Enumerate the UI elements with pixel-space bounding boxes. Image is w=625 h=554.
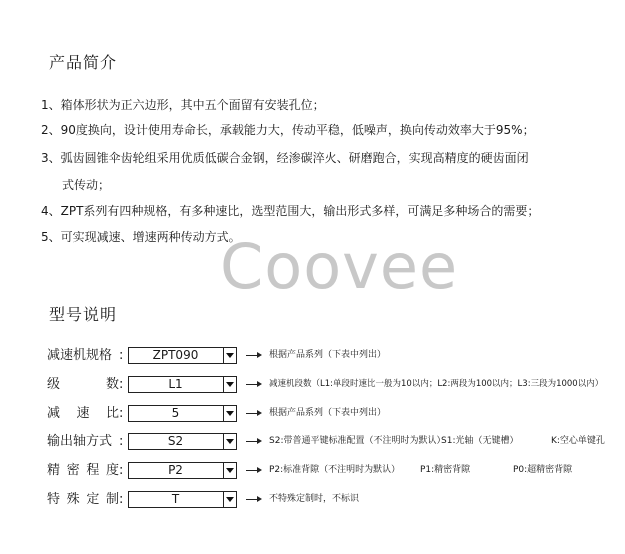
arrow-right-icon bbox=[246, 441, 259, 442]
model-row-precision bbox=[47, 462, 617, 479]
select-value: P2 bbox=[168, 463, 183, 477]
chevron-down-icon[interactable] bbox=[223, 406, 236, 421]
chevron-down-icon[interactable] bbox=[223, 463, 236, 478]
intro-line-2: 2、90度换向，设计使用寿命长，承载能力大，传动平稳，低噪声，换向传动效率大于95%； bbox=[41, 123, 535, 137]
row-label-char: 制 bbox=[105, 492, 119, 507]
intro-line-4: 4、ZPT系列有四种规格，有多种速比，选型范围大，输出形式多样，可满足多种场合的需要； bbox=[41, 204, 540, 218]
model-heading: 型号说明 bbox=[49, 305, 118, 324]
row-label: 减速机规格 bbox=[47, 348, 113, 363]
row-description: K:空心单键孔 bbox=[551, 436, 605, 446]
spec-select[interactable] bbox=[128, 347, 237, 364]
model-row-custom bbox=[47, 491, 617, 508]
arrow-right-icon bbox=[246, 413, 259, 414]
chevron-down-icon[interactable] bbox=[223, 492, 236, 507]
intro-line-3-cont: 式传动； bbox=[62, 178, 111, 192]
row-description: 根据产品系列（下表中列出） bbox=[269, 350, 387, 360]
select-value: L1 bbox=[168, 377, 183, 391]
row-label: 输出轴方式 bbox=[47, 434, 113, 449]
stage-select[interactable] bbox=[128, 376, 237, 393]
row-label-char: 度 bbox=[105, 463, 119, 478]
row-description: 根据产品系列（下表中列出） bbox=[269, 408, 387, 418]
chevron-down-icon[interactable] bbox=[223, 348, 236, 363]
custom-select[interactable] bbox=[128, 491, 237, 508]
select-value: 5 bbox=[171, 406, 180, 420]
ratio-select[interactable] bbox=[128, 405, 237, 422]
row-label-char: 定 bbox=[86, 492, 100, 507]
arrow-right-icon bbox=[246, 470, 259, 471]
precision-select[interactable] bbox=[128, 462, 237, 479]
row-label-char: 特 bbox=[47, 492, 61, 507]
intro-line-5: 5、可实现减速、增速两种传动方式。 bbox=[41, 230, 241, 244]
row-label bbox=[47, 405, 119, 422]
row-colon: : bbox=[119, 406, 124, 421]
intro-line-1: 1、箱体形状为正六边形，其中五个面留有安装孔位； bbox=[41, 98, 325, 112]
row-colon: : bbox=[119, 348, 124, 363]
row-label bbox=[47, 491, 119, 508]
row-label-char: 数 bbox=[105, 377, 119, 392]
row-description: P2:标准背隙（不注明时为默认） bbox=[269, 465, 401, 475]
row-label-char: 减 bbox=[47, 406, 61, 421]
row-label-char: 级 bbox=[47, 377, 61, 392]
arrow-right-icon bbox=[246, 384, 259, 385]
select-value: S2 bbox=[167, 434, 184, 448]
row-description: S2:带普通平键标准配置（不注明时为默认） bbox=[269, 436, 446, 446]
chevron-down-icon[interactable] bbox=[223, 434, 236, 449]
arrow-right-icon bbox=[246, 499, 259, 500]
row-label bbox=[47, 462, 119, 479]
model-row-spec bbox=[47, 347, 617, 364]
row-colon: : bbox=[119, 434, 124, 449]
row-description: P0:超精密背隙 bbox=[513, 465, 573, 475]
model-row-stage bbox=[47, 376, 617, 393]
row-colon: : bbox=[119, 492, 124, 507]
row-colon: : bbox=[119, 463, 124, 478]
row-label-char: 殊 bbox=[66, 492, 80, 507]
watermark: Coovee bbox=[220, 230, 459, 303]
intro-heading: 产品简介 bbox=[49, 53, 118, 72]
output-shaft-select[interactable] bbox=[128, 433, 237, 450]
row-colon: : bbox=[119, 377, 124, 392]
chevron-down-icon[interactable] bbox=[223, 377, 236, 392]
row-label-char: 密 bbox=[66, 463, 80, 478]
row-label-char: 比 bbox=[105, 406, 119, 421]
row-label-char: 速 bbox=[76, 406, 90, 421]
row-description: 不特殊定制时，不标识 bbox=[269, 494, 360, 504]
model-row-output-shaft bbox=[47, 433, 617, 450]
intro-line-3: 3、弧齿圆锥伞齿轮组采用优质低碳合金钢，经渗碳淬火、研磨跑合，实现高精度的硬齿面闭 bbox=[41, 151, 529, 165]
select-value: ZPT090 bbox=[152, 348, 199, 362]
row-label-char: 程 bbox=[86, 463, 100, 478]
row-description: P1:精密背隙 bbox=[420, 465, 471, 475]
row-label bbox=[47, 376, 119, 393]
model-row-ratio bbox=[47, 405, 617, 422]
row-label-char: 精 bbox=[47, 463, 61, 478]
row-description: S1:光轴（无键槽） bbox=[441, 436, 519, 446]
select-value: T bbox=[171, 492, 180, 506]
arrow-right-icon bbox=[246, 355, 259, 356]
row-description: 减速机段数（L1:单段时速比一般为10以内；L2:两段为100以内；L3:三段为1000以内） bbox=[269, 379, 604, 389]
